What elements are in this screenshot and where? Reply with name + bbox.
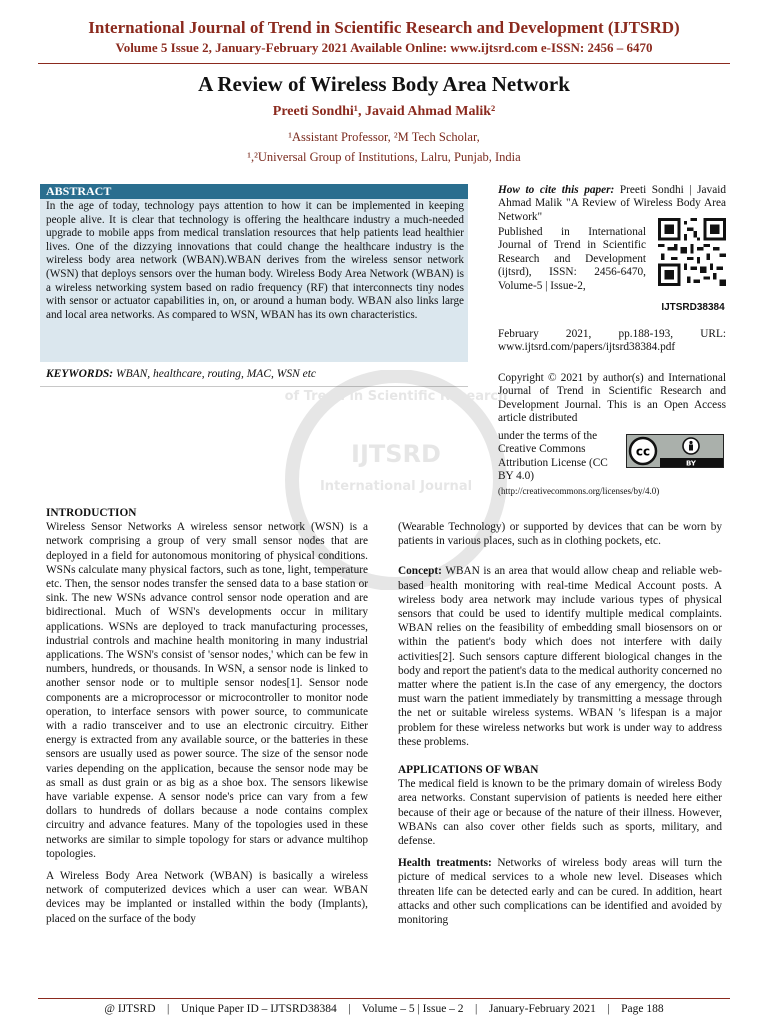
concept-paragraph (398, 564, 722, 749)
concept-label: Concept: (398, 565, 442, 578)
journal-name: International Journal of Trend in Scientific Research and Development (IJTSRD) (88, 18, 680, 37)
svg-text:cc: cc (635, 444, 651, 459)
license-url: (http://creativecommons.org/licenses/by/4.0) (498, 486, 660, 496)
applications-paragraph: The medical field is known to be the primary domain of wireless Body area networks. Constant supervision of patients is needed here either because of their age or because of the nature of their illness. However, WBANs can also cover other fields such as sports, military, and defense. (398, 778, 722, 848)
copyright-text-2: under the terms of the Creative Commons Attribution License (CC BY 4.0) (498, 430, 608, 483)
applications-heading: APPLICATIONS OF WBAN (398, 764, 539, 777)
concept-text: WBAN is an area that would allow cheap and reliable web-based health monitoring with real-time Medical Account posts. A wireless body area network may include various types of physical sensors that could be used to identify multiple medical complaints. WBAN relies on the feasibility of embedding small biosensors on or within the patient's body which does not interfere with daily activities[2]. Such sensors capture different biological changes in the body and report the patient's data to the medical authority concerned no matter where the patient is.In the case of any emergency, the doctors must warn the patient immediately by transmitting a message through the net or suitable wireless systems. WBAN 's lifespan is a major problem for these wireless networks but work is under way to address these problems. (398, 565, 722, 748)
abstract-heading: ABSTRACT (40, 184, 468, 199)
qr-label: IJTSRD38384 (661, 302, 725, 313)
watermark-ring: of Trend in Scientific Research (284, 389, 508, 404)
paper-title: A Review of Wireless Body Area Network (198, 72, 570, 96)
page-footer: @ IJTSRD | Unique Paper ID – IJTSRD38384 | Volume – 5 | Issue – 2 | January-February 2021 | Page 188 (104, 1003, 664, 1015)
right-paragraph-0: (Wearable Technology) or supported by devices that can be worn by patients in various places, such as in clothing pockets, etc. (398, 521, 722, 548)
paper-authors: Preeti Sondhi¹, Javaid Ahmad Malik² (272, 104, 496, 119)
intro-paragraph-2: A Wireless Body Area Network (WBAN) is basically a wireless network of computerized devices which a user can wear. WBAN devices may be implanted or installed within the body (Implants), placed on the surface of the body (46, 870, 368, 925)
header-rule (38, 63, 730, 64)
intro-paragraph-1: Wireless Sensor Networks A wireless sensor network (WSN) is a network comprising a group of very small sensor nodes that are deployed in a field for autonomous monitoring of physical conditions. WSNs calculate many physical factors, such as tone, light, temperature etc. Then, the sensor nodes transfer the sensed data to a base station or sink. The new WSNs advance control sensor node operation and are bidirectional. Much of WSN's developments occur in military applications. WSNs are deployed to track manufacturing processes, industrial controls and machine health monitoring in many industrial applications. The WSN's consist of 'sensor nodes,' which can be few in numbers, hundreds, or thousands. In WSN, a sensor node is linked to another sensor node or to multiple sensor nodes[1]. Sensor node components are a microprocessor or microcontroller to monitor node operation, to interface sensors with power source, to communicate with a radio transceiver and to use an electronic circuitry. Either energy is extracted from any available source, or the batteries in these sensors are usually used as power source. The size of the sensor node varies depending on the application, because the sensor node may be as small as dust grain or as big as a shoe box. The sensors likewise have variable expense. A sensor node's price can vary from a few dollars to hundreds of dollars because a node contains complex circuitry and advance features. Many of the topologies used in these networks are similar to simple topology for stars or advance multihop topologies. (46, 521, 368, 860)
copyright-text-1: Copyright © 2021 by author(s) and International Journal of Trend in Scientific Research and Development Journal. This is an Open Access article distributed (498, 372, 726, 425)
cc-by-label: BY (685, 459, 697, 468)
citation-text-3: February 2021, pp.188-193, URL: www.ijtsrd.com/papers/ijtsrd38384.pdf (498, 328, 726, 354)
health-label: Health treatments: (398, 857, 492, 870)
health-text: Networks of wireless body areas will turn the picture of medical services to a whole new level. Diseases which threaten life can be detected early and can be cured. In addition, heart attacks and other such complications can be identified and avoided by monitoring (398, 857, 722, 927)
volume-info: Volume 5 Issue 2, January-February 2021 Available Online: www.ijtsrd.com e-ISSN: 2456 – 6470 (115, 40, 653, 55)
footer-rule (38, 998, 730, 999)
creative-commons-badge-icon (626, 434, 724, 468)
affiliation-line-1: ¹Assistant Professor, ²M Tech Scholar, (288, 130, 480, 144)
keywords-label: KEYWORDS: (46, 368, 114, 380)
citation-text-2: Published in International Journal of Trend in Scientific Research and Development (ijtsrd), ISSN: 2456-6470, Volume-5 | Issue-2, (498, 226, 646, 292)
introduction-heading: INTRODUCTION (46, 507, 137, 519)
right-column (398, 520, 722, 935)
affiliation-line-2: ¹,²Universal Group of Institutions, Lalru, Punjab, India (247, 150, 521, 164)
watermark-sub: International Journal (319, 479, 473, 494)
citation-label: How to cite this paper: (498, 184, 615, 196)
qr-code-icon (658, 218, 726, 286)
citation-text-1: Preeti Sondhi | Javaid Ahmad Malik "A Review of Wireless Body Area Network" (498, 184, 726, 223)
watermark-name: IJTSRD (351, 440, 441, 468)
keywords-text: WBAN, healthcare, routing, MAC, WSN etc (115, 368, 317, 380)
health-paragraph (398, 856, 722, 927)
abstract-text: In the age of today, technology pays attention to how it can be implemented in keeping people alive. It is clear that technology is offering the healthcare industry a much-needed upgrade to mobile apps from medical translation resources that help patients lead healthier lives. One of the dizzying innovations that could change the healthcare industry is the wireless body area network (WBAN).WBAN derives from the wireless sensor network (WSN) that deploys sensors over the human body. Wireless Body Area Network (WBAN) is a wireless networking system based on radio frequency (RF) that interconnects tiny nodes with sensor or actuator capabilities in, on, or around a human body. WBAN also links large and local area networks. As compared to WSN, WBAN has its own characteristics. (46, 200, 464, 321)
left-column (46, 506, 368, 934)
